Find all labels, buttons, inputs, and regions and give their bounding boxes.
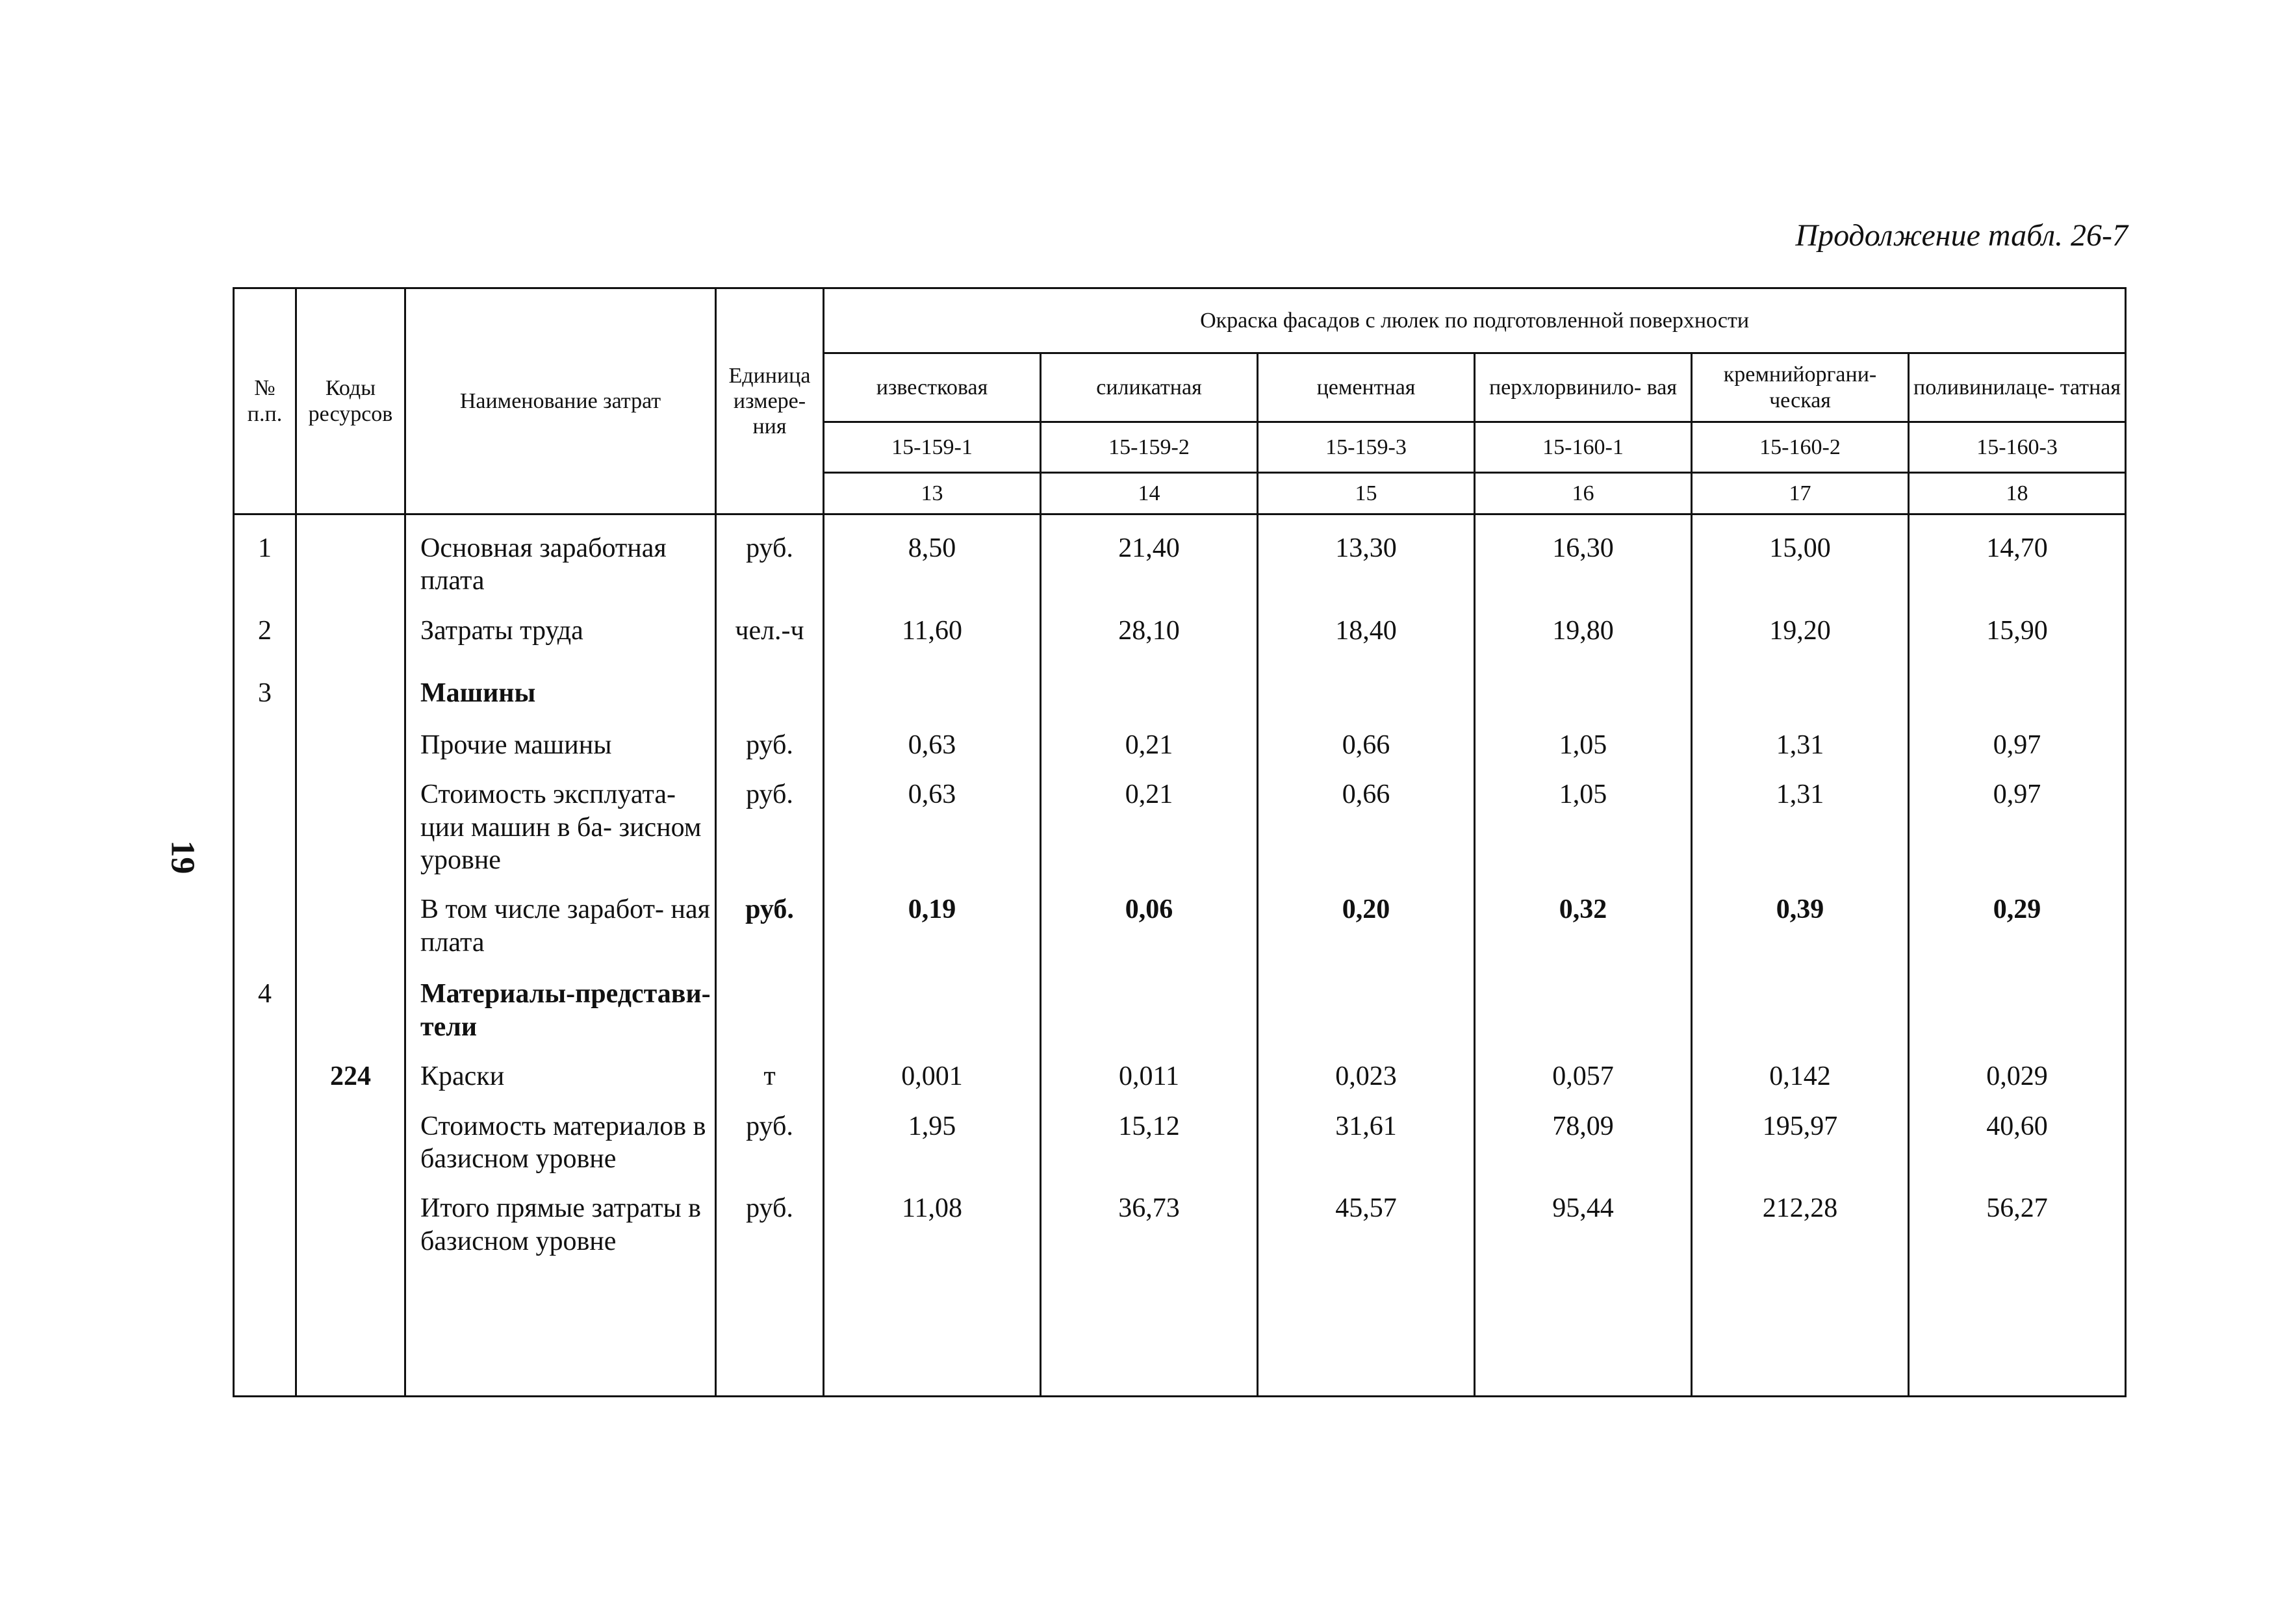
row-number	[234, 1093, 296, 1176]
row-value	[1041, 961, 1258, 1043]
row-value: 0,21	[1041, 761, 1258, 876]
table-row	[234, 761, 2126, 876]
row-value: 0,001	[824, 1043, 1041, 1093]
header-col-code: 15-160-3	[1909, 422, 2126, 473]
row-value	[1258, 961, 1475, 1043]
row-resource-code: 224	[296, 1043, 405, 1093]
table-caption: Продолжение табл. 26-7	[1795, 218, 2128, 253]
row-value: 8,50	[824, 514, 1041, 598]
row-value: 31,61	[1258, 1093, 1475, 1176]
row-value: 15,00	[1692, 514, 1909, 598]
row-cost-name: Материалы-представи- тели	[405, 961, 716, 1043]
row-value: 0,66	[1258, 712, 1475, 761]
row-value	[824, 961, 1041, 1043]
row-resource-code	[296, 598, 405, 660]
row-value: 1,31	[1692, 712, 1909, 761]
row-value	[1692, 660, 1909, 712]
table-row	[234, 961, 2126, 1043]
row-value: 0,32	[1475, 876, 1692, 961]
row-value: 0,66	[1258, 761, 1475, 876]
header-col-name: силикатная	[1041, 353, 1258, 422]
row-value: 1,05	[1475, 761, 1692, 876]
row-cost-name: Основная заработная плата	[405, 514, 716, 598]
header-col-name: известковая	[824, 353, 1041, 422]
header-col-code: 15-160-2	[1692, 422, 1909, 473]
row-resource-code	[296, 1093, 405, 1176]
row-value: 13,30	[1258, 514, 1475, 598]
row-unit: руб.	[716, 1093, 824, 1176]
row-value: 0,97	[1909, 761, 2126, 876]
row-unit: чел.-ч	[716, 598, 824, 660]
row-resource-code	[296, 761, 405, 876]
row-value: 14,70	[1909, 514, 2126, 598]
row-resource-code	[296, 961, 405, 1043]
header-no: № п.п.	[234, 288, 296, 514]
row-cost-name: Стоимость материалов в базисном уровне	[405, 1093, 716, 1176]
row-value: 95,44	[1475, 1175, 1692, 1396]
header-col-name: цементная	[1258, 353, 1475, 422]
row-value	[1475, 660, 1692, 712]
header-col-num: 17	[1692, 473, 1909, 514]
header-col-num: 16	[1475, 473, 1692, 514]
page-number: 19	[164, 840, 201, 874]
row-value: 0,029	[1909, 1043, 2126, 1093]
row-value: 15,12	[1041, 1093, 1258, 1176]
table-row	[234, 712, 2126, 761]
row-value: 0,29	[1909, 876, 2126, 961]
row-value: 28,10	[1041, 598, 1258, 660]
row-resource-code	[296, 1175, 405, 1396]
row-value: 0,057	[1475, 1043, 1692, 1093]
row-value: 11,60	[824, 598, 1041, 660]
header-col-code: 15-159-3	[1258, 422, 1475, 473]
row-number	[234, 712, 296, 761]
row-cost-name: Машины	[405, 660, 716, 712]
row-value: 0,011	[1041, 1043, 1258, 1093]
row-number: 2	[234, 598, 296, 660]
row-value: 0,06	[1041, 876, 1258, 961]
row-unit: руб.	[716, 712, 824, 761]
row-value: 0,39	[1692, 876, 1909, 961]
table-row	[234, 1175, 2126, 1396]
row-value	[1909, 660, 2126, 712]
row-unit: руб.	[716, 876, 824, 961]
header-col-num: 14	[1041, 473, 1258, 514]
table-row	[234, 660, 2126, 712]
row-number: 3	[234, 660, 296, 712]
table-row	[234, 876, 2126, 961]
row-value	[1692, 961, 1909, 1043]
row-value: 1,05	[1475, 712, 1692, 761]
header-name: Наименование затрат	[405, 288, 716, 514]
row-value: 56,27	[1909, 1175, 2126, 1396]
table-row	[234, 1093, 2126, 1176]
row-number: 4	[234, 961, 296, 1043]
row-number: 1	[234, 514, 296, 598]
row-value: 1,31	[1692, 761, 1909, 876]
header-col-num: 15	[1258, 473, 1475, 514]
row-unit	[716, 660, 824, 712]
row-value: 0,20	[1258, 876, 1475, 961]
row-value	[1041, 660, 1258, 712]
row-resource-code	[296, 712, 405, 761]
row-value: 0,21	[1041, 712, 1258, 761]
header-col-name: поливинилаце- татная	[1909, 353, 2126, 422]
row-cost-name: Итого прямые затраты в базисном уровне	[405, 1175, 716, 1396]
table-row	[234, 1043, 2126, 1093]
row-value: 19,80	[1475, 598, 1692, 660]
row-value: 1,95	[824, 1093, 1041, 1176]
table-row	[234, 514, 2126, 598]
row-cost-name: Затраты труда	[405, 598, 716, 660]
header-col-num: 18	[1909, 473, 2126, 514]
row-resource-code	[296, 876, 405, 961]
row-resource-code	[296, 660, 405, 712]
row-value: 0,97	[1909, 712, 2126, 761]
header-col-num: 13	[824, 473, 1041, 514]
row-value: 0,142	[1692, 1043, 1909, 1093]
row-value: 45,57	[1258, 1175, 1475, 1396]
row-value: 19,20	[1692, 598, 1909, 660]
row-cost-name: Прочие машины	[405, 712, 716, 761]
row-unit: руб.	[716, 1175, 824, 1396]
row-value	[1258, 660, 1475, 712]
row-value: 195,97	[1692, 1093, 1909, 1176]
row-unit: руб.	[716, 761, 824, 876]
header-col-code: 15-159-1	[824, 422, 1041, 473]
row-value: 0,023	[1258, 1043, 1475, 1093]
header-codes: Коды ресурсов	[296, 288, 405, 514]
row-unit: т	[716, 1043, 824, 1093]
cost-table	[233, 287, 2127, 1397]
row-unit	[716, 961, 824, 1043]
header-unit: Единица измере- ния	[716, 288, 824, 514]
header-col-name: кремнийоргани- ческая	[1692, 353, 1909, 422]
row-value: 0,63	[824, 761, 1041, 876]
row-value: 0,19	[824, 876, 1041, 961]
table-row	[234, 598, 2126, 660]
row-value: 212,28	[1692, 1175, 1909, 1396]
row-value: 18,40	[1258, 598, 1475, 660]
row-cost-name: Стоимость эксплуата- ции машин в ба- зисном уровне	[405, 761, 716, 876]
row-value	[824, 660, 1041, 712]
row-value	[1909, 961, 2126, 1043]
row-number	[234, 1043, 296, 1093]
row-value: 11,08	[824, 1175, 1041, 1396]
header-col-code: 15-160-1	[1475, 422, 1692, 473]
row-cost-name: Краски	[405, 1043, 716, 1093]
row-value: 16,30	[1475, 514, 1692, 598]
row-unit: руб.	[716, 514, 824, 598]
row-value: 78,09	[1475, 1093, 1692, 1176]
header-col-code: 15-159-2	[1041, 422, 1258, 473]
header-group-title: Окраска фасадов с люлек по подготовленной поверхности	[824, 288, 2126, 353]
row-resource-code	[296, 514, 405, 598]
row-number	[234, 1175, 296, 1396]
row-value: 21,40	[1041, 514, 1258, 598]
row-number	[234, 876, 296, 961]
row-number	[234, 761, 296, 876]
row-value: 15,90	[1909, 598, 2126, 660]
row-value: 0,63	[824, 712, 1041, 761]
row-cost-name: В том числе заработ- ная плата	[405, 876, 716, 961]
row-value: 36,73	[1041, 1175, 1258, 1396]
row-value: 40,60	[1909, 1093, 2126, 1176]
row-value	[1475, 961, 1692, 1043]
header-col-name: перхлорвинило- вая	[1475, 353, 1692, 422]
table-body	[234, 514, 2126, 1397]
